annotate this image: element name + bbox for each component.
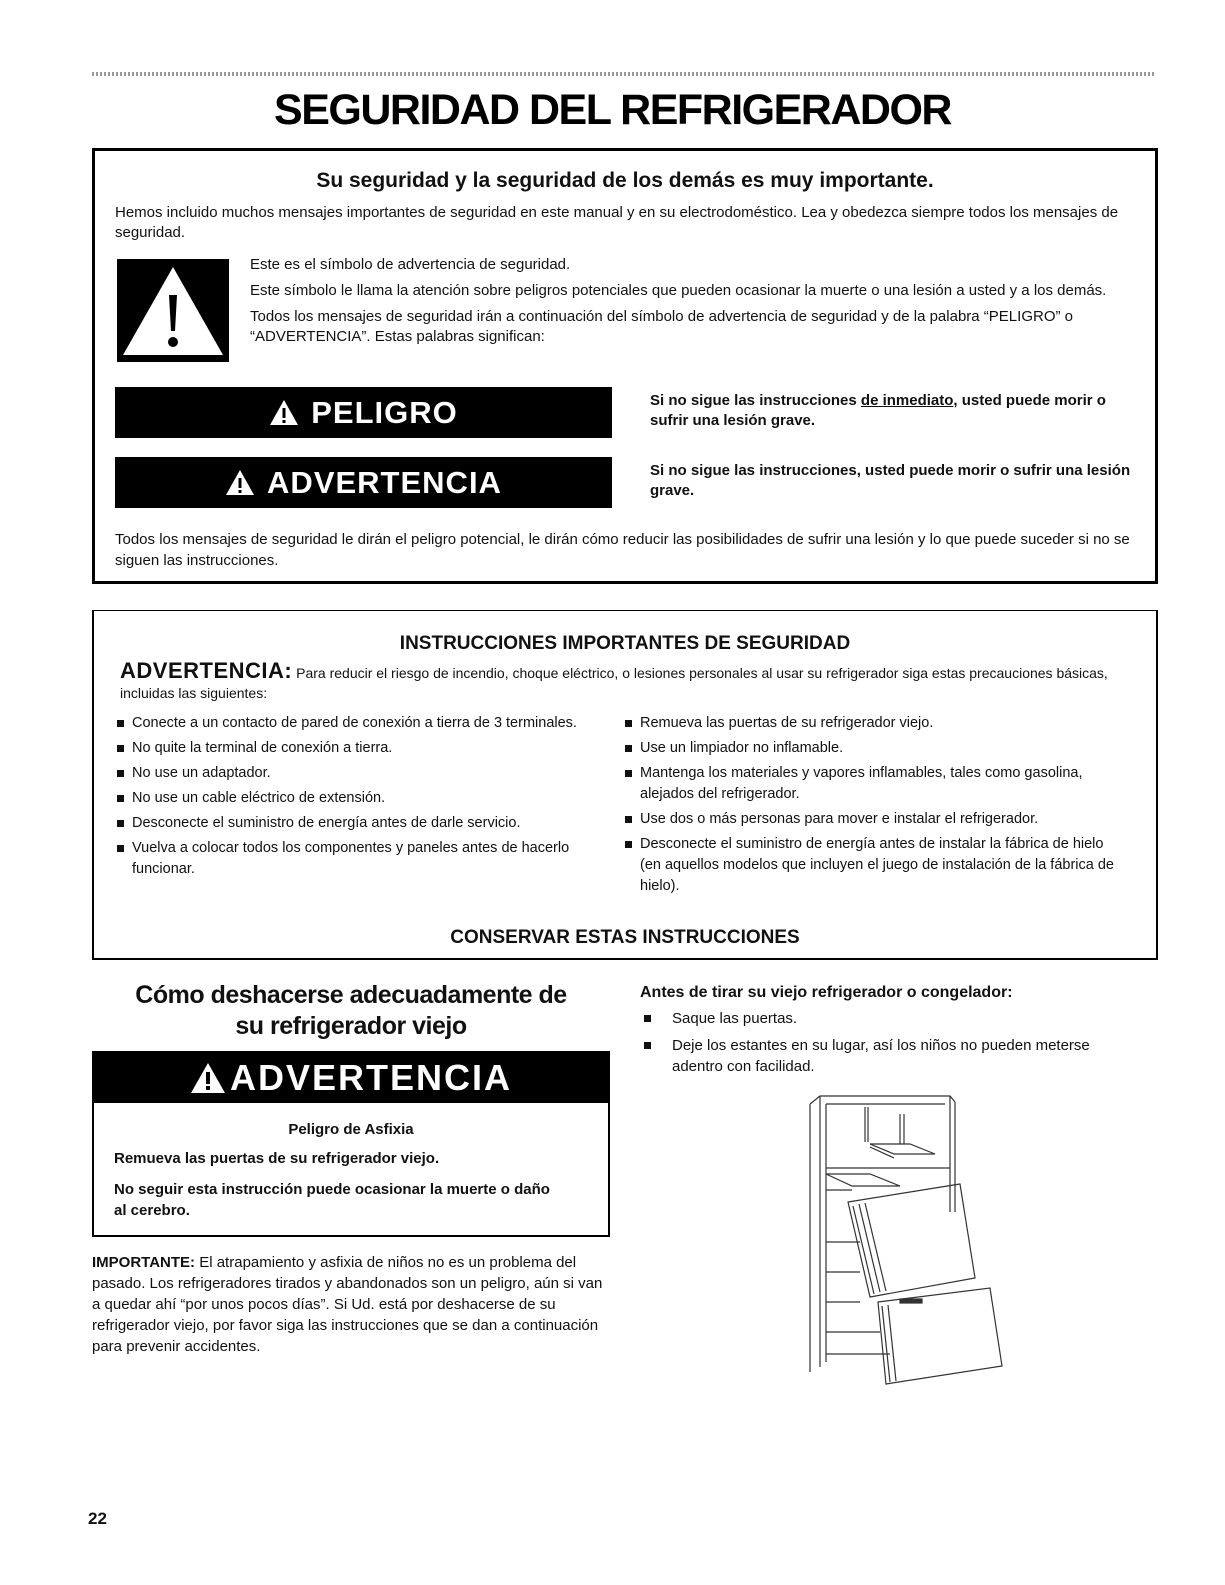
peligro-desc-pre: Si no sigue las instrucciones	[650, 392, 861, 409]
peligro-label: PELIGRO	[311, 394, 458, 430]
importante-lead: IMPORTANTE:	[92, 1254, 196, 1271]
advertencia-label: ADVERTENCIA	[267, 464, 502, 500]
importante-paragraph	[92, 1252, 610, 1357]
warning-triangle-icon	[225, 469, 255, 496]
list-item: Desconecte el suministro de energía antes de darle servicio.	[116, 813, 616, 834]
safety-message-box	[92, 148, 1158, 584]
safety-alert-symbol	[117, 259, 229, 362]
advertencia-signal	[115, 457, 612, 508]
page-number: 22	[88, 1509, 107, 1528]
importante-text: El atrapamiento y asfixia de niños no es un problema del pasado. Los refrigeradores tirados y abandonados son un peligro, aún si van a quedar ahí “por unos pocos días”. Si Ud. está por deshacerse de su refrigerador viejo, por favor siga las instrucciones que se dan a continuación para prevenir accidentes.	[92, 1254, 603, 1355]
symbol-line: Este es el símbolo de advertencia de seguridad.	[250, 256, 571, 273]
list-item: Use un limpiador no inflamable.	[624, 738, 1124, 759]
warning-triangle-icon	[269, 399, 299, 426]
top-rule	[92, 72, 1156, 76]
disposal-title	[92, 980, 610, 1042]
warning-text: Para reducir el riesgo de incendio, choque eléctrico, o lesiones personales al usar su refrigerador siga estas precauciones básicas, incluidas las siguientes:	[120, 665, 1108, 701]
safety-footer: Todos los mensajes de seguridad le dirán el peligro potencial, le dirán cómo reducir las posibilidades de sufrir una lesión y lo que puede suceder si no se siguen las instrucciones.	[115, 531, 1130, 569]
disposal-steps-list	[640, 1008, 1120, 1083]
peligro-signal	[115, 387, 612, 438]
safety-instructions-box	[92, 610, 1158, 960]
list-item: Deje los estantes en su lugar, así los niños no pueden meterse adentro con facilidad.	[640, 1035, 1120, 1077]
disposal-title-line1: Cómo deshacerse adecuadamente de	[135, 981, 567, 1009]
symbol-line: Este símbolo le llama la atención sobre peligros potenciales que pueden ocasionar la muerte o una lesión a usted y a los demás.	[250, 282, 1107, 299]
suffocation-warning-box	[92, 1051, 610, 1237]
disposal-steps-heading: Antes de tirar su viejo refrigerador o congelador:	[640, 984, 1013, 1001]
list-item: No quite la terminal de conexión a tierra.	[116, 738, 616, 759]
warning-lead: ADVERTENCIA:	[120, 658, 293, 683]
instructions-warning	[120, 658, 1135, 703]
peligro-desc-post: , usted puede morir o sufrir una lesión grave.	[650, 392, 1106, 429]
warning-triangle-icon	[190, 1062, 226, 1094]
symbol-explanation	[250, 255, 1140, 353]
list-item: Saque las puertas.	[640, 1008, 1120, 1029]
hazard-consequence: No seguir esta instrucción puede ocasionar la muerte o daño al cerebro.	[114, 1181, 550, 1219]
peligro-desc-underlined: de inmediato	[860, 392, 954, 409]
hazard-instruction: Remueva las puertas de su refrigerador viejo.	[114, 1150, 440, 1167]
list-item: Conecte a un contacto de pared de conexión a tierra de 3 terminales.	[116, 713, 616, 734]
page-title: SEGURIDAD DEL REFRIGERADOR	[274, 86, 951, 134]
peligro-description	[650, 391, 1140, 431]
hazard-type: Peligro de Asfixia	[288, 1121, 414, 1138]
disposal-title-line2: su refrigerador viejo	[235, 1012, 467, 1040]
refrigerator-illustration	[790, 1092, 1005, 1392]
list-item: Use dos o más personas para mover e instalar el refrigerador.	[624, 809, 1124, 830]
list-item: No use un cable eléctrico de extensión.	[116, 788, 616, 809]
safety-heading: Su seguridad y la seguridad de los demás es muy importante.	[316, 169, 934, 192]
list-item: No use un adaptador.	[116, 763, 616, 784]
warning-triangle-icon	[117, 259, 229, 362]
advertencia-bar	[94, 1053, 608, 1103]
instructions-heading: INSTRUCCIONES IMPORTANTES DE SEGURIDAD	[399, 633, 851, 654]
advertencia-bar-label: ADVERTENCIA	[229, 1057, 512, 1098]
list-item: Remueva las puertas de su refrigerador viejo.	[624, 713, 1124, 734]
advertencia-description: Si no sigue las instrucciones, usted puede morir o sufrir una lesión grave.	[650, 462, 1131, 499]
list-item: Mantenga los materiales y vapores inflamables, tales como gasolina, alejados del refrigerador.	[624, 763, 1124, 805]
instructions-list-right	[624, 713, 1124, 901]
symbol-line: Todos los mensajes de seguridad irán a continuación del símbolo de advertencia de seguridad y de la palabra “PELIGRO” o “ADVERTENCIA”. Estas palabras significan:	[250, 308, 1073, 345]
list-item: Desconecte el suministro de energía antes de instalar la fábrica de hielo (en aquellos modelos que incluyen el juego de instalación de la fábrica de hielo).	[624, 834, 1124, 897]
instructions-footer: CONSERVAR ESTAS INSTRUCCIONES	[450, 927, 800, 948]
safety-intro: Hemos incluido muchos mensajes importantes de seguridad en este manual y en su electrodoméstico. Lea y obedezca siempre todos los mensajes de seguridad.	[115, 204, 1119, 241]
list-item: Vuelva a colocar todos los componentes y paneles antes de hacerlo funcionar.	[116, 838, 616, 880]
instructions-list-left	[116, 713, 616, 884]
